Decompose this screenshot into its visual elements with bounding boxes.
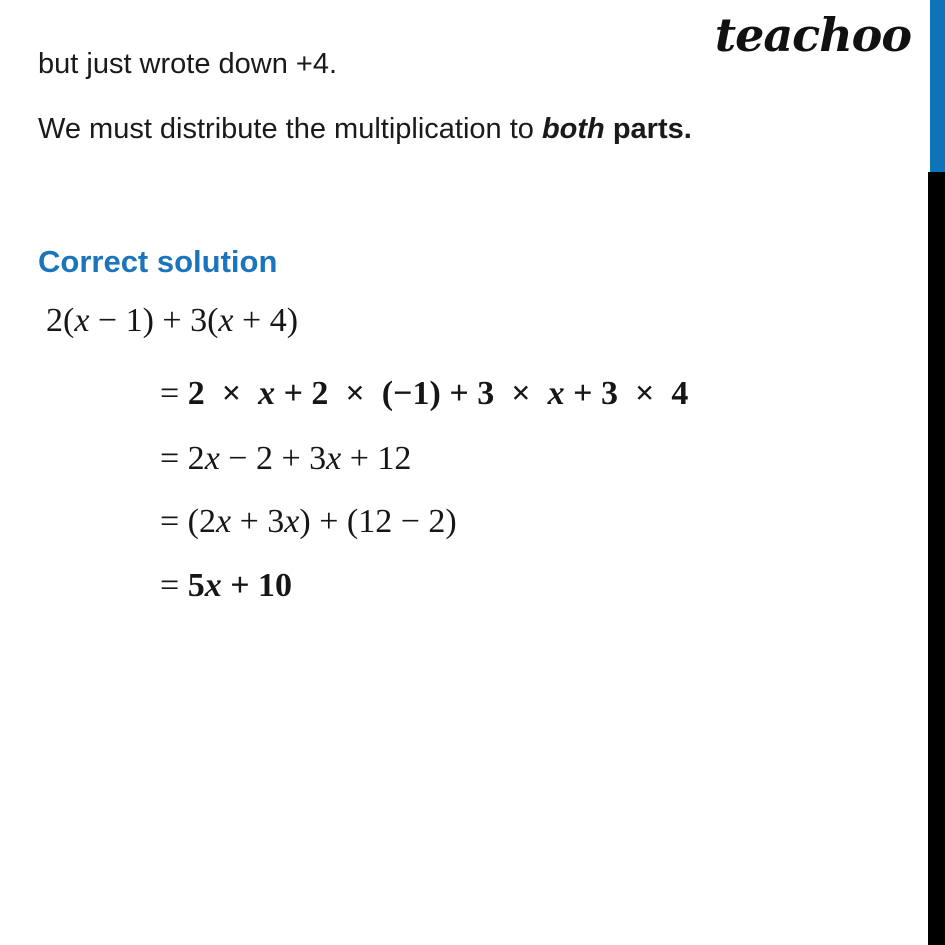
math-segment: = 2 [160,440,205,477]
math-segment: x [326,440,342,477]
math-line-distribute [160,375,688,412]
math-segment: = (2 [160,503,216,540]
math-segment: x [74,302,90,339]
math-segment: x [216,503,232,540]
math-segment: x [218,302,234,339]
math-segment: + 3 [231,503,285,540]
math-segment: x [547,375,565,412]
math-segment: 2( [46,302,75,339]
math-segment: + 12 [341,440,412,477]
paragraph-text: but just wrote down +4. [38,48,338,80]
math-segment: + 4) [233,302,299,339]
math-segment: 5 [187,567,205,604]
math-segment: ) + (12 − 2) [299,503,457,540]
blue-accent-bar [930,0,945,172]
paragraph-distribute [38,113,692,146]
black-accent-bar [928,172,945,945]
emphasis-both: both [541,113,605,145]
math-segment: x [204,567,222,604]
math-line-expanded [160,440,411,477]
math-line-expression [46,302,298,339]
paragraph-wrote-down [38,48,337,81]
correct-solution-heading: Correct solution [38,244,278,279]
math-segment: 2 × [187,375,259,412]
paragraph-text: We must distribute the multiplication to [38,113,542,145]
math-line-result [160,567,292,604]
math-segment: + 3 × 4 [564,375,689,412]
math-segment: − 2 + 3 [219,440,327,477]
math-segment: − 1) + 3( [89,302,219,339]
emphasis-parts: parts. [604,113,692,145]
math-line-grouped [160,503,457,540]
math-segment: x [258,375,276,412]
math-segment: x [204,440,220,477]
math-segment: + 2 × (−1) + 3 × [275,375,548,412]
teachoo-logo: teachoo [714,8,911,62]
math-segment: = [160,567,188,604]
math-segment: = [160,375,188,412]
math-segment: + 10 [221,567,293,604]
math-segment: x [284,503,300,540]
